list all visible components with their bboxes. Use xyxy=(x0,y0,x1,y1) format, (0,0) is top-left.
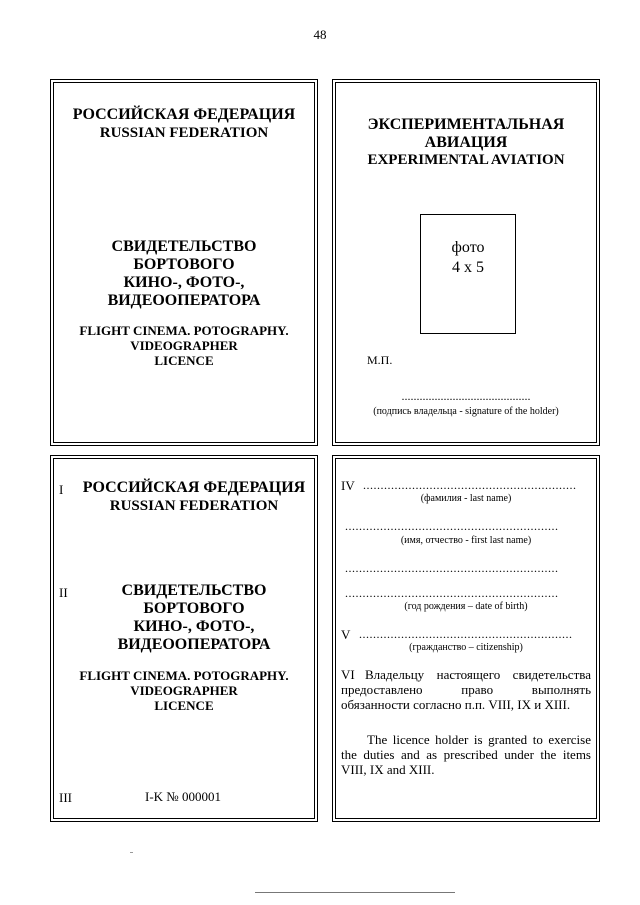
cert-line: СВИДЕТЕЛЬСТВО xyxy=(121,582,267,599)
title-en: RUSSIAN FEDERATION xyxy=(109,498,279,514)
title-ru: РОССИЙСКАЯ ФЕДЕРАЦИЯ xyxy=(82,479,306,496)
title-line: АВИАЦИЯ xyxy=(424,134,508,151)
panel-holder-details xyxy=(332,455,600,822)
citizenship-caption: (гражданство – citizenship) xyxy=(409,642,523,653)
roman-vi: VI xyxy=(341,667,355,682)
cert-line: ВИДЕООПЕРАТОРА xyxy=(107,292,261,309)
citizenship-dots: ............................................................. xyxy=(359,627,573,641)
licence-line: LICENCE xyxy=(154,353,214,368)
licence-number: I-K № 000001 xyxy=(145,789,221,804)
licence-line: FLIGHT CINEMA. POTOGRAPHY. xyxy=(79,323,289,338)
cert-line: БОРТОВОГО xyxy=(143,600,245,617)
title-en: RUSSIAN FEDERATION xyxy=(99,125,269,141)
cert-line: СВИДЕТЕЛЬСТВО xyxy=(111,238,257,255)
paragraph-en: The licence holder is granted to exercise the duties and as prescribed under the items VIII, IX and XIII. xyxy=(341,732,591,777)
roman-v: V xyxy=(341,627,351,642)
name-dots: ............................................................. xyxy=(345,519,559,533)
surname-caption: (фамилия - last name) xyxy=(420,493,512,504)
photo-label: фото xyxy=(451,239,485,256)
title-line: ЭКСПЕРИМЕНТАЛЬНАЯ xyxy=(367,116,565,133)
panel-photo-page xyxy=(332,79,600,446)
cert-line: ВИДЕООПЕРАТОРА xyxy=(117,636,271,653)
licence-line: FLIGHT CINEMA. POTOGRAPHY. xyxy=(79,668,289,683)
name-dots-2: ............................................................. xyxy=(345,561,559,575)
name-caption: (имя, отчество - first last name) xyxy=(400,535,532,546)
licence-line: VIDEOGRAPHER xyxy=(130,683,238,698)
seal-label: М.П. xyxy=(367,353,393,367)
panel-cover-inside xyxy=(50,455,318,822)
footer-line xyxy=(255,892,455,893)
licence-line: VIDEOGRAPHER xyxy=(130,338,238,353)
footer-mark xyxy=(130,852,133,853)
page-number: 48 xyxy=(313,27,327,42)
roman-iv: IV xyxy=(341,478,355,493)
signature-dots: ........................................... xyxy=(401,389,531,403)
cert-line: КИНО-, ФОТО-, xyxy=(133,618,255,635)
photo-placeholder xyxy=(420,214,516,334)
panel-cover-front xyxy=(50,79,318,446)
licence-line: LICENCE xyxy=(154,698,214,713)
cert-line: КИНО-, ФОТО-, xyxy=(123,274,245,291)
birth-dots: ............................................................. xyxy=(345,586,559,600)
roman-i: I xyxy=(59,482,64,497)
surname-dots: ............................................................. xyxy=(363,478,577,492)
title-ru: РОССИЙСКАЯ ФЕДЕРАЦИЯ xyxy=(72,106,296,123)
photo-size: 4 x 5 xyxy=(452,259,484,276)
title-line: EXPERIMENTAL AVIATION xyxy=(367,152,565,168)
paragraph-ru: Владельцу настоящего свидетельства предоставлено право выполнять обязанности согласно п.п. VIII, IX и XIII. xyxy=(341,667,591,712)
roman-ii: II xyxy=(59,585,68,600)
signature-caption: (подпись владельца - signature of the holder) xyxy=(373,406,559,417)
cert-line: БОРТОВОГО xyxy=(133,256,235,273)
birth-caption: (год рождения – date of birth) xyxy=(404,601,528,612)
roman-iii: III xyxy=(59,790,72,805)
